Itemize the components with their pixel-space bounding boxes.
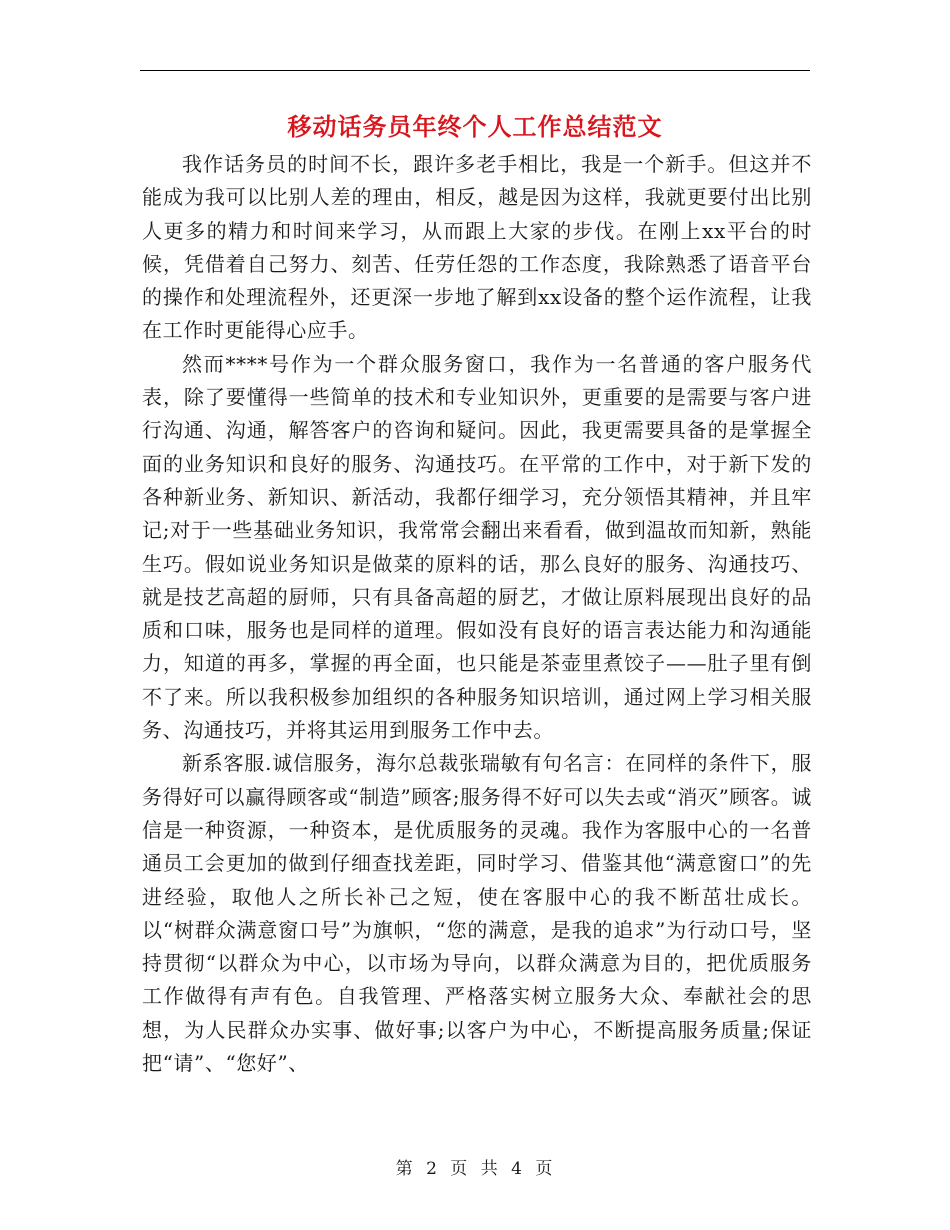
document-body	[142, 148, 812, 1080]
page-footer	[0, 1154, 950, 1179]
paragraph-3: 新系客服.诚信服务，海尔总裁张瑞敏有句名言：在同样的条件下，服务得好可以赢得顾客或“制造”顾客;服务得不好可以失去或“消灭”顾客。诚信是一种资源，一种资本，是优质服务的灵魂。我作为客服中心的一名普通员工会更加的做到仔细查找差距，同时学习、借鉴其他“满意窗口”的先进经验，取他人之所长补己之短，使在客服中心的我不断茁壮成长。以“树群众满意窗口号”为旗帜，“您的满意，是我的追求”为行动口号，坚持贯彻“以群众为中心，以市场为导向，以群众满意为目的，把优质服务工作做得有声有色。自我管理、严格落实树立服务大众、奉献社会的思想，为人民群众办实事、做好事;以客户为中心，不断提高服务质量;保证把“请”、“您好”、	[142, 751, 812, 1076]
paragraph-2: 然而****号作为一个群众服务窗口，我作为一名普通的客户服务代表，除了要懂得一些简单的技术和专业知识外，更重要的是需要与客户进行沟通、沟通，解答客户的咨询和疑问。因此，我更需要具备的是掌握全面的业务知识和良好的服务、沟通技巧。在平常的工作中，对于新下发的各种新业务、新知识、新活动，我都仔细学习，充分领悟其精神，并且牢记;对于一些基础业务知识，我常常会翻出来看看，做到温故而知新，熟能生巧。假如说业务知识是做菜的原料的话，那么良好的服务、沟通技巧、就是技艺高超的厨师，只有具备高超的厨艺，才做让原料展现出良好的品质和口味，服务也是同样的道理。假如没有良好的语言表达能力和沟通能力，知道的再多，掌握的再全面，也只能是茶壶里煮饺子——肚子里有倒不了来。所以我积极参加组织的各种服务知识培训，通过网上学习相关服务、沟通技巧，并将其运用到服务工作中去。	[142, 351, 812, 743]
footer-prefix: 第	[395, 1159, 415, 1179]
footer-page-number: 2	[426, 1159, 439, 1179]
paragraph-1: 我作话务员的时间不长，跟许多老手相比，我是一个新手。但这并不能成为我可以比别人差的理由，相反，越是因为这样，我就更要付出比别人更多的精力和时间来学习，从而跟上大家的步伐。在刚上xx平台的时候，凭借着自己努力、刻苦、任劳任怨的工作态度，我除熟悉了语音平台的操作和处理流程外，还更深一步地了解到xx设备的整个运作流程，让我在工作时更能得心应手。	[142, 152, 812, 343]
document-title: 移动话务员年终个人工作总结范文	[287, 112, 663, 141]
footer-total-prefix: 共	[480, 1159, 500, 1179]
footer-total-pages: 4	[511, 1159, 524, 1179]
header-rule	[140, 70, 810, 71]
footer-total-unit: 页	[535, 1159, 555, 1179]
footer-page-unit: 页	[450, 1159, 470, 1179]
